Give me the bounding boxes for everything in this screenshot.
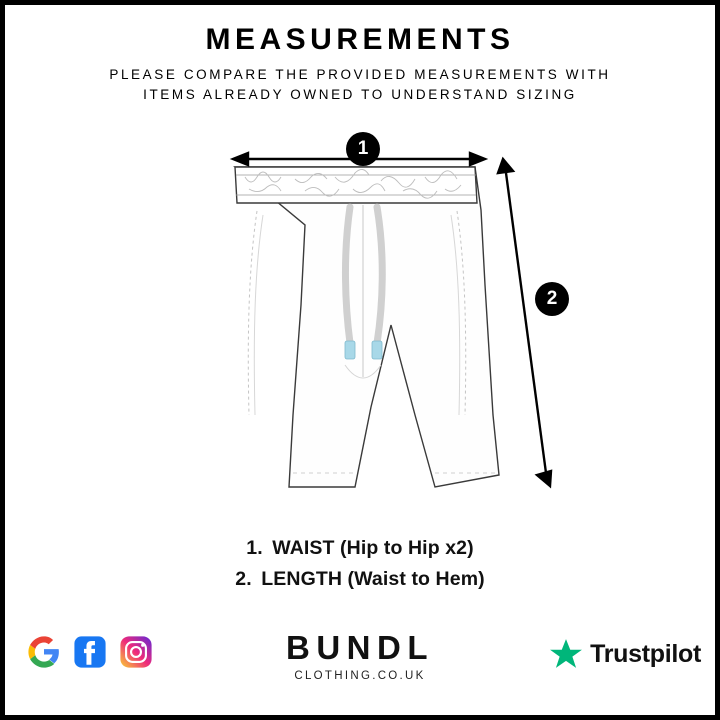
header-subtitle-line2: ITEMS ALREADY OWNED TO UNDERSTAND SIZING [143, 87, 577, 103]
page-title: MEASUREMENTS [205, 23, 515, 56]
legend-item-length [5, 564, 715, 595]
legend-number-1: 1. [246, 537, 263, 559]
shorts-diagram [5, 115, 715, 520]
badge-waist: 1 [346, 132, 380, 166]
header-subtitle-line1: PLEASE COMPARE THE PROVIDED MEASUREMENTS WITH [109, 66, 611, 82]
trustpilot-star-icon [549, 637, 583, 671]
footer [5, 613, 715, 705]
legend-text-1: WAIST (Hip to Hip x2) [272, 537, 474, 559]
brand-name: BUNDL [286, 629, 434, 666]
badge-length: 2 [535, 282, 569, 316]
legend-number-2: 2. [235, 568, 252, 591]
measurement-legend [5, 533, 715, 595]
trustpilot-label: Trustpilot [590, 639, 701, 668]
header [5, 23, 715, 106]
legend-text-2: LENGTH (Waist to Hem) [261, 568, 485, 591]
brand-domain: CLOTHING.CO.UK [294, 670, 426, 682]
dimension-line-length [498, 159, 551, 486]
header-subtitle [5, 65, 715, 107]
legend-item-waist [5, 533, 715, 564]
shorts-technical-drawing-svg [5, 115, 715, 520]
trustpilot-logo[interactable] [549, 637, 701, 671]
